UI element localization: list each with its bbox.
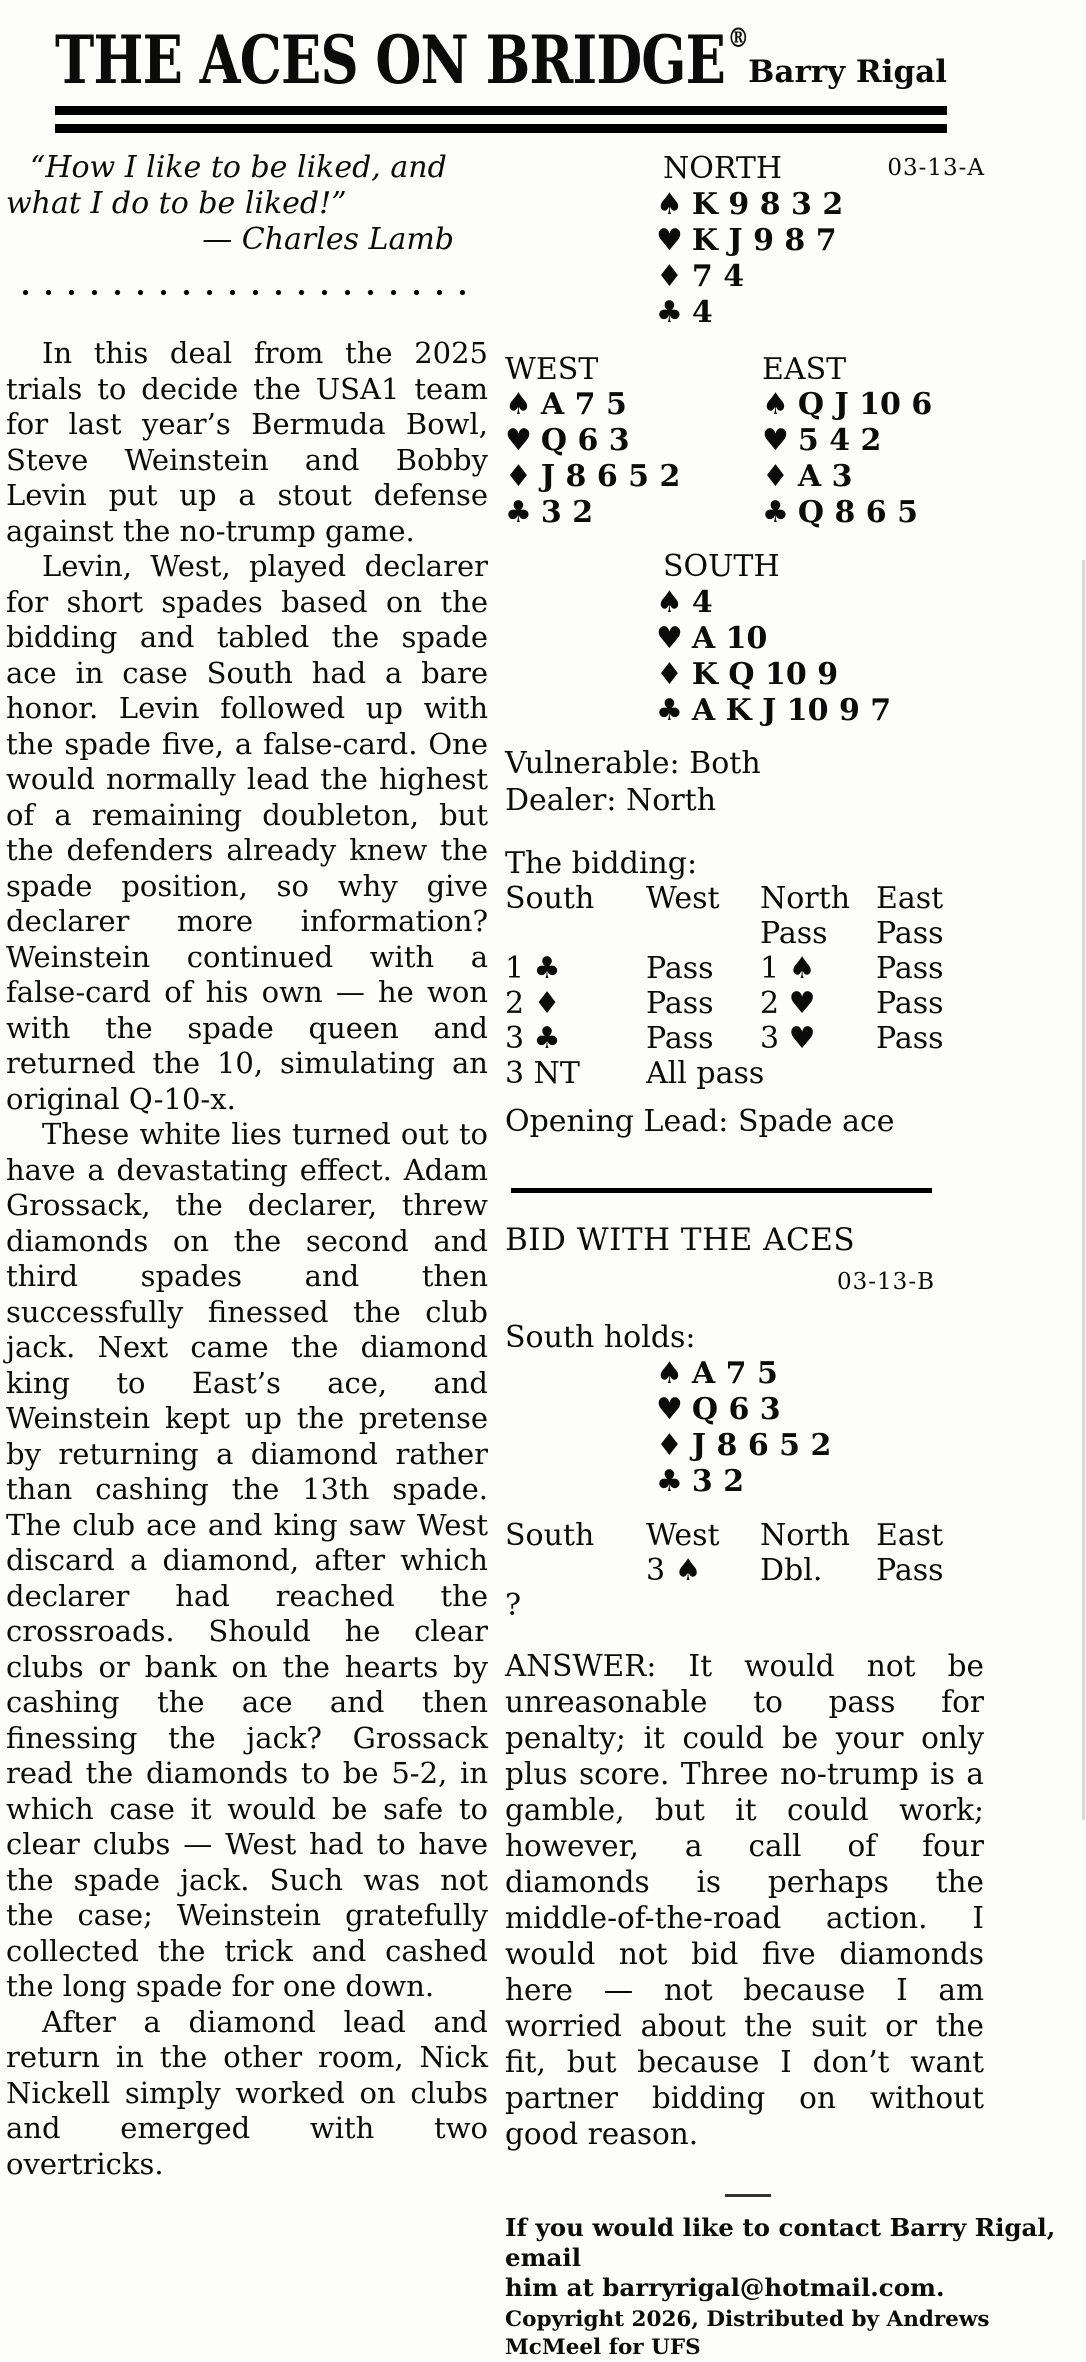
- bid-column-header: North: [760, 1518, 851, 1554]
- bid-cell: Pass: [876, 986, 944, 1022]
- bid-cell: 2 ♥: [760, 986, 816, 1022]
- hand-row-diamonds: [762, 459, 932, 495]
- west-block: [505, 352, 762, 531]
- hand-cards: K 9 8 3 2: [691, 187, 844, 223]
- bid-cell: Pass: [876, 1553, 944, 1589]
- article-paragraph: In this deal from the 2025 trials to decide the USA1 team for last year’s Bermuda Bowl, Steve Weinstein and Bobby Levin put up a stout defense against the no-trump game.: [6, 336, 488, 548]
- bid-row: [505, 1553, 1085, 1588]
- bidding-header-row: [505, 881, 1085, 916]
- bid-cell: Pass: [876, 1021, 944, 1057]
- hand-row-hearts: [505, 423, 762, 459]
- hand-row-clubs: [656, 295, 1085, 331]
- hand-row-clubs: [656, 1464, 1085, 1500]
- bidding-heading: The bidding:: [505, 846, 698, 882]
- hand-cards: K J 9 8 7: [691, 223, 837, 259]
- heart-icon: ♥: [656, 223, 683, 259]
- bid-cell: 3 ♠: [646, 1553, 702, 1589]
- diamond-icon: ♦: [505, 459, 532, 495]
- masthead-title: [55, 21, 749, 99]
- spade-icon: ♠: [762, 387, 789, 423]
- hand-cards: 5 4 2: [797, 423, 882, 459]
- bid-column-header: South: [505, 1518, 595, 1554]
- hand-cards: 3 2: [540, 495, 594, 531]
- bid-row: [505, 1056, 1085, 1091]
- dealer-line: Dealer: North: [505, 783, 717, 819]
- bid-cell: 3 ♣: [505, 1021, 561, 1057]
- hand-row-diamonds: [656, 657, 1085, 693]
- quote-line: “How I like to be liked, and: [30, 150, 447, 186]
- club-icon: ♣: [656, 1464, 683, 1500]
- bid-cell: Dbl.: [760, 1553, 823, 1589]
- hand-row-hearts: [656, 223, 1085, 259]
- west-label: WEST: [505, 352, 599, 388]
- hand-cards: A 7 5: [691, 1356, 778, 1392]
- bid-cell: 3 NT: [505, 1056, 580, 1092]
- masthead-rule-top: [55, 106, 947, 115]
- club-icon: ♣: [656, 295, 683, 331]
- heart-icon: ♥: [505, 423, 532, 459]
- south-block: [505, 548, 1085, 729]
- hand-row-spades: [656, 1356, 1085, 1392]
- masthead-title-text: THE ACES ON BRIDGE: [55, 21, 726, 99]
- bid-cell: [646, 916, 760, 951]
- bid-cell: [760, 1056, 876, 1091]
- bid-row: [505, 1021, 1085, 1056]
- hand-row-hearts: [656, 1392, 1085, 1428]
- hand-cards: 4: [691, 295, 713, 331]
- article-paragraph: Levin, West, played declarer for short spades based on the bidding and tabled the spade ace in case South had a bare honor. Levin followed up with the spade five, a false-card. One would normally lead the highest of a remaining doubleton, but the defenders already knew the spade position, so why give declarer more information? Weinstein continued with a false-card of his own — he won with the spade queen and returned the 10, simulating an original Q-10-x.: [6, 549, 488, 1116]
- spade-icon: ♠: [505, 387, 532, 423]
- north-header: [505, 150, 1085, 187]
- hand-row-hearts: [656, 621, 1085, 657]
- contact-line: him at barryrigal@hotmail.com.: [505, 2273, 945, 2303]
- quiz-hand: [656, 1356, 1085, 1500]
- north-hand: [656, 187, 1085, 331]
- bid-cell: [646, 1588, 760, 1623]
- bid-cell: [505, 916, 646, 951]
- hand-row-clubs: [505, 495, 762, 531]
- east-label: EAST: [762, 352, 847, 388]
- bid-cell: Pass: [876, 916, 944, 952]
- bid-cell: ?: [505, 1588, 522, 1624]
- quiz-bidding-table: [505, 1518, 1085, 1623]
- hand-cards: Q 8 6 5: [797, 495, 918, 531]
- bid-cell: [505, 1553, 646, 1588]
- end-divider: [725, 2194, 771, 2197]
- hand-cards: A K J 10 9 7: [691, 693, 892, 729]
- south-label: SOUTH: [663, 549, 780, 585]
- hand-cards: Q J 10 6: [797, 387, 933, 423]
- hand-cards: J 8 6 5 2: [540, 459, 681, 495]
- bid-column-header: West: [646, 1518, 720, 1554]
- hand-cards: Q 6 3: [691, 1392, 781, 1428]
- registered-mark-icon: ®: [727, 23, 749, 54]
- bid-row: [505, 1588, 1085, 1623]
- deal-column: [505, 150, 1085, 2362]
- hand-row-hearts: [762, 423, 932, 459]
- bid-cell: 3 ♥: [760, 1021, 816, 1057]
- hand-cards: 4: [691, 585, 713, 621]
- section-divider-rule: [511, 1188, 932, 1193]
- diamond-icon: ♦: [656, 259, 683, 295]
- opening-lead: Opening Lead: Spade ace: [505, 1104, 895, 1140]
- epigraph-quote: [6, 150, 488, 258]
- bid-cell: All pass: [646, 1056, 765, 1092]
- bid-cell: 1 ♣: [505, 951, 561, 987]
- quiz-rows: [505, 1553, 1085, 1623]
- hand-row-diamonds: [656, 259, 1085, 295]
- bid-cell: [876, 1056, 1085, 1091]
- bid-cell: Pass: [646, 986, 714, 1022]
- east-block: [762, 352, 932, 531]
- bid-row: [505, 951, 1085, 986]
- club-icon: ♣: [505, 495, 532, 531]
- article-paragraph: These white lies turned out to have a devastating effect. Adam Grossack, the declarer, threw diamonds on the second and third spades and then successfully finessed the club jack. Next came the diamond king to East’s ace, and Weinstein kept up the pretense by returning a diamond rather than cashing the 13th spade. The club ace and king saw West discard a diamond, after which declarer had reached the crossroads. Should he clear clubs or bank on the hearts by cashing the ace and then finessing the jack? Grossack read the diamonds to be 5-2, in which case it would be safe to clear clubs — West had to have the spade jack. Such was not the case; Weinstein gratefully collected the trick and cashed the long spade for one down.: [6, 1117, 488, 2004]
- spade-icon: ♠: [656, 1356, 683, 1392]
- hand-cards: 3 2: [691, 1464, 745, 1500]
- masthead-rules: [55, 106, 947, 133]
- hand-cards: K Q 10 9: [691, 657, 839, 693]
- dotted-separator: [14, 289, 476, 296]
- article-paragraph: After a diamond lead and return in the other room, Nick Nickell simply worked on clubs and emerged with two overtricks.: [6, 2004, 488, 2181]
- answer-paragraph: ANSWER: It would not be unreasonable to pass for penalty; it could be your only plus score. Three no-trump is a gamble, but it could work; however, a call of four diamonds is perhaps the middle-of-the-road action. I would not bid five diamonds here — not because I am worried about the suit or the fit, but because I don’t want partner bidding on without good reason.: [505, 1649, 984, 2152]
- hand-row-diamonds: [656, 1428, 1085, 1464]
- bid-column-header: North: [760, 881, 851, 917]
- deal-id: 03-13-A: [887, 155, 985, 182]
- vulnerable-line: Vulnerable: Both: [505, 746, 761, 782]
- bid-with-aces-id: 03-13-B: [837, 1269, 935, 1296]
- hand-cards: 7 4: [691, 259, 745, 295]
- bid-column-header: South: [505, 881, 595, 917]
- bid-cell: 2 ♦: [505, 986, 561, 1022]
- bid-cell: Pass: [646, 1021, 714, 1057]
- hand-row-diamonds: [505, 459, 762, 495]
- content-columns: [6, 150, 1086, 2362]
- quote-line: what I do to be liked!”: [6, 186, 347, 222]
- masthead-rule-bottom: [55, 124, 947, 133]
- hand-row-spades: [762, 387, 932, 423]
- hand-row-spades: [656, 585, 1085, 621]
- hand-cards: Q 6 3: [540, 423, 630, 459]
- quote-attribution: — Charles Lamb: [202, 222, 454, 258]
- south-hand: [656, 585, 1085, 729]
- bid-cell: Pass: [646, 951, 714, 987]
- diamond-icon: ♦: [656, 1428, 683, 1464]
- bid-column-header: East: [876, 881, 944, 917]
- hand-row-clubs: [762, 495, 932, 531]
- hand-cards: A 3: [797, 459, 853, 495]
- heart-icon: ♥: [656, 621, 683, 657]
- hand-row-clubs: [656, 693, 1085, 729]
- west-hand: [505, 387, 762, 531]
- bid-row: [505, 986, 1085, 1021]
- west-east-row: [505, 352, 1085, 531]
- club-icon: ♣: [762, 495, 789, 531]
- diamond-icon: ♦: [762, 459, 789, 495]
- heart-icon: ♥: [656, 1392, 683, 1428]
- bid-cell: Pass: [760, 916, 828, 952]
- heart-icon: ♥: [762, 423, 789, 459]
- east-hand: [762, 387, 932, 531]
- south-holds-label: South holds:: [505, 1320, 696, 1356]
- byline: Barry Rigal: [748, 54, 947, 91]
- bid-with-aces-heading: BID WITH THE ACES: [505, 1222, 856, 1259]
- hand-cards: A 10: [691, 621, 768, 657]
- footer: [505, 2213, 1085, 2362]
- scan-edge-artifact: [1082, 560, 1085, 1820]
- club-icon: ♣: [656, 693, 683, 729]
- masthead: [55, 21, 947, 133]
- bidding-table: [505, 881, 1085, 1091]
- spade-icon: ♠: [656, 187, 683, 223]
- contact-line: If you would like to contact Barry Rigal, email: [505, 2213, 1056, 2273]
- masthead-title-wrap: [55, 21, 749, 99]
- bid-column-header: East: [876, 1518, 944, 1554]
- bid-cell: [760, 1588, 876, 1623]
- bid-column-header: West: [646, 881, 720, 917]
- spade-icon: ♠: [656, 585, 683, 621]
- bid-cell: 1 ♠: [760, 951, 816, 987]
- hand-cards: J 8 6 5 2: [691, 1428, 832, 1464]
- bid-row: [505, 916, 1085, 951]
- bid-cell: [876, 1588, 1085, 1623]
- hand-row-spades: [656, 187, 1085, 223]
- masthead-row: [55, 21, 947, 99]
- article-body: [6, 336, 488, 2182]
- quiz-header-row: [505, 1518, 1085, 1553]
- copyright-line: Copyright 2026, Distributed by Andrews McMeel for UFS: [505, 2307, 990, 2361]
- bidding-rows: [505, 916, 1085, 1091]
- hand-cards: A 7 5: [540, 387, 627, 423]
- hand-row-spades: [505, 387, 762, 423]
- deal-info: [505, 745, 1085, 819]
- article-column: [6, 150, 488, 2362]
- bid-cell: Pass: [876, 951, 944, 987]
- diamond-icon: ♦: [656, 657, 683, 693]
- north-label: NORTH: [663, 151, 783, 187]
